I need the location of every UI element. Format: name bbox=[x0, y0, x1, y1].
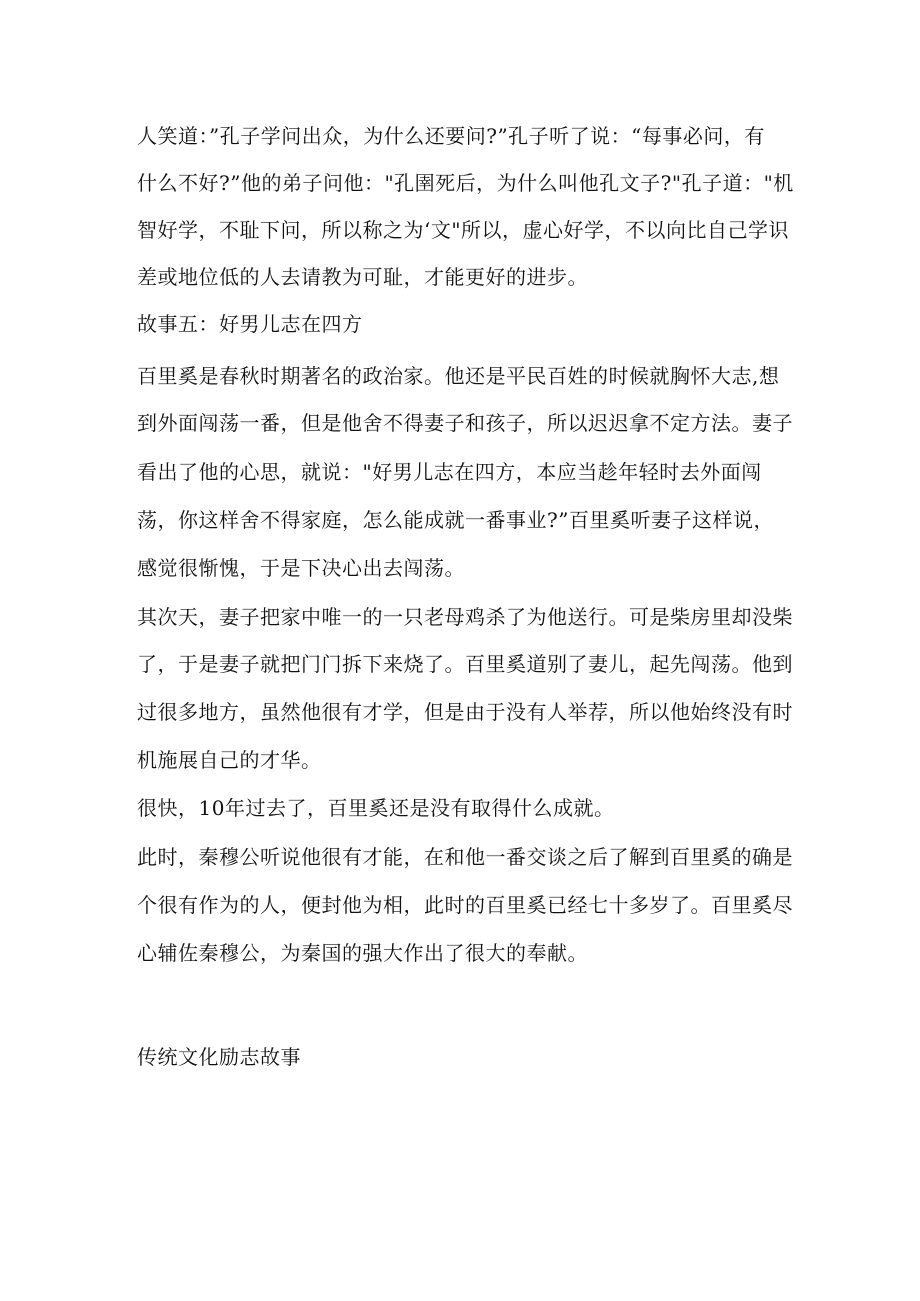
text-line-2: 什么不好?”他的弟子问他："孔圉死后，为什么叫他孔文子?"孔子道："机 bbox=[137, 171, 794, 195]
text-line-14: 机施展自己的才华。 bbox=[137, 748, 322, 772]
text-line-9: 荡，你这样舍不得家庭，怎么能成就一番事业?”百里奚听妻子这样说， bbox=[137, 508, 774, 532]
text-line-15: 很快，10年过去了，百里奚还是没有取得什么成就。 bbox=[137, 796, 615, 820]
text-line-8: 看出了他的心思，就说："好男儿志在四方，本应当趁年轻时去外面闯 bbox=[137, 460, 762, 484]
text-line-7: 到外面闯荡一番，但是他舍不得妻子和孩子，所以迟迟拿不定方法。妻子 bbox=[137, 411, 793, 435]
text-line-13: 过很多地方，虽然他很有才学，但是由于没有人举荐，所以他始终没有时 bbox=[137, 700, 793, 724]
text-line-12: 了，于是妻子就把门门拆下来烧了。百里奚道别了妻儿，起先闯荡。他到 bbox=[137, 652, 793, 676]
text-line-4: 差或地位低的人去请教为可耻，才能更好的进步。 bbox=[137, 265, 588, 289]
text-line-17: 个很有作为的人，便封他为相，此时的百里奚已经七十多岁了。百里奚尽 bbox=[137, 893, 793, 917]
text-line-11: 其次天，妻子把家中唯一的一只老母鸡杀了为他送行。可是柴房里却没柴 bbox=[137, 605, 793, 629]
story-heading: 故事五：好男儿志在四方 bbox=[137, 312, 363, 336]
text-line-10: 感觉很惭愧，于是下决心出去闯荡。 bbox=[137, 556, 465, 580]
text-line-3: 智好学，不耻下问，所以称之为‘文"所以，虚心好学，不以向比自己学识 bbox=[137, 218, 790, 242]
text-line-18: 心辅佐秦穆公，为秦国的强大作出了很大的奉献。 bbox=[137, 941, 588, 965]
text-line-16: 此时，秦穆公听说他很有才能，在和他一番交谈之后了解到百里奚的确是 bbox=[137, 845, 793, 869]
footer-title: 传统文化励志故事 bbox=[137, 1045, 301, 1069]
text-line-1: 人笑道：”孔子学问出众，为什么还要问?”孔子听了说：“每事必问，有 bbox=[137, 124, 765, 148]
text-line-6: 百里奚是春秋时期著名的政治家。他还是平民百姓的时候就胸怀大志,想 bbox=[137, 364, 780, 388]
